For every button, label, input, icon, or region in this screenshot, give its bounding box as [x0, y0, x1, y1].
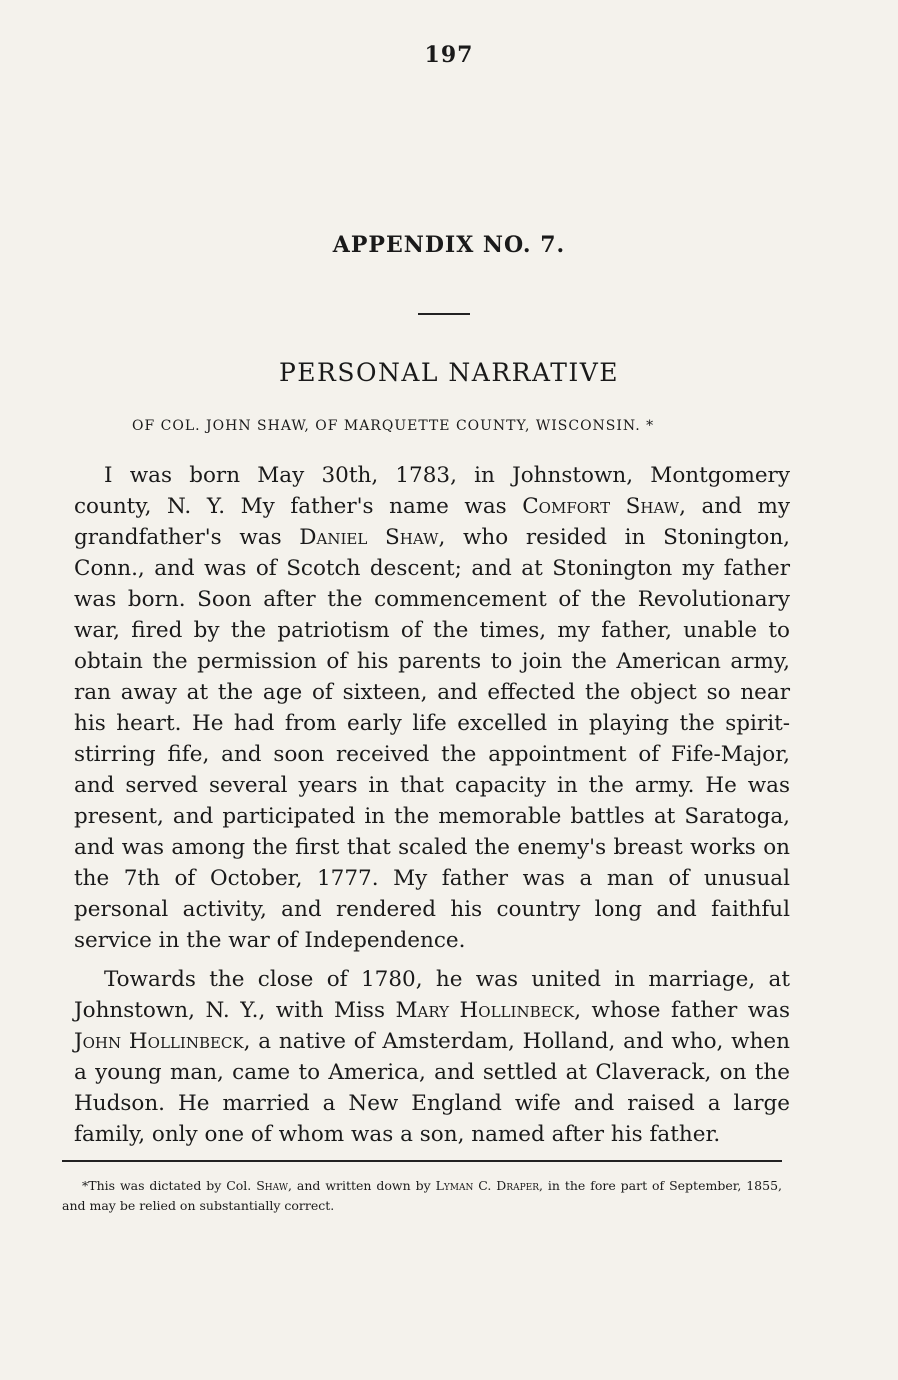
footnote-divider: [62, 1160, 782, 1162]
name-comfort-shaw: Comfort Shaw: [522, 494, 680, 519]
name-shaw: Shaw: [256, 1178, 289, 1193]
title-divider: [418, 313, 470, 315]
page-number: 197: [424, 42, 474, 68]
body-text: [74, 460, 790, 1150]
name-lyman-draper: Lyman C. Draper: [435, 1178, 540, 1193]
name-daniel-shaw: Daniel Shaw: [299, 525, 439, 550]
narrative-subheading: OF COL. JOHN SHAW, OF MARQUETTE COUNTY, WISCONSIN. *: [132, 418, 655, 434]
appendix-title: APPENDIX NO. 7.: [332, 232, 566, 258]
footnote: *This was dictated by Col. Shaw, and written down by Lyman C. Draper, in the fore part of September, 1855, and may be relied on substantially correct.: [62, 1178, 783, 1213]
paragraph-1: I was born May 30th, 1783, in Johnstown, Montgomery county, N. Y. My father's name was Comfort Shaw, and my grandfather's was Daniel Shaw, who resided in Stonington, Conn., and was of Scotch descent; and at Stonington my father was born. Soon after the commencement of the Revolutionary war, fired by the patriotism of the times, my father, unable to obtain the permission of his parents to join the American army, ran away at the age of sixteen, and effected the object so near his heart. He had from early life excelled in playing the spirit-stirring fife, and soon received the appointment of Fife-Major, and served several years in that capacity in the army. He was present, and participated in the memorable battles at Saratoga, and was among the first that scaled the enemy's breast works on the 7th of October, 1777. My father was a man of unusual personal activity, and rendered his country long and faithful service in the war of Independence.: [74, 463, 790, 953]
paragraph-2: Towards the close of 1780, he was united in marriage, at Johnstown, N. Y., with Miss Mary Hollinbeck, whose father was John Hollinbeck, a native of Amsterdam, Holland, and who, when a young man, came to America, and settled at Claverack, on the Hudson. He married a New England wife and raised a large family, only one of whom was a son, named after his father.: [74, 967, 791, 1147]
name-mary-hollinbeck: Mary Hollinbeck: [395, 998, 575, 1023]
name-john-hollinbeck: John Hollinbeck: [74, 1029, 244, 1054]
narrative-heading: PERSONAL NARRATIVE: [278, 358, 620, 387]
